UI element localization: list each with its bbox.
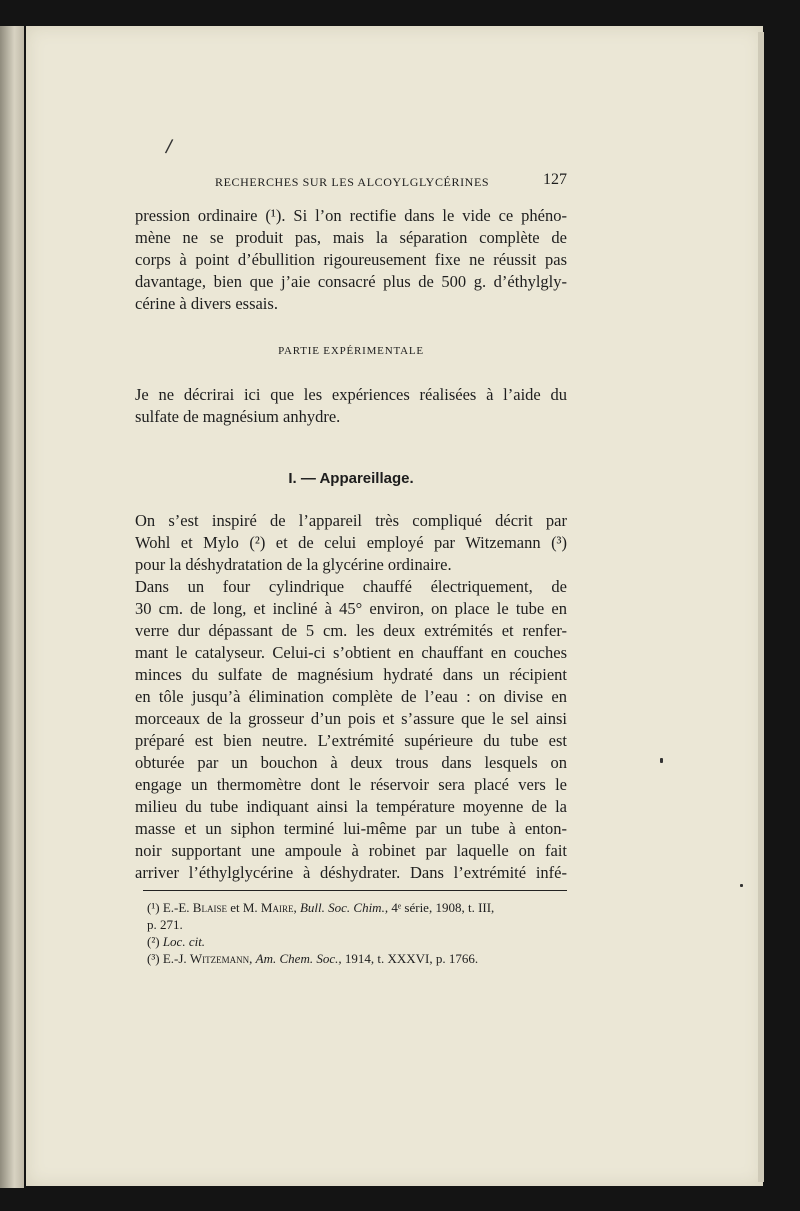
footnote-1-initials-b: M. xyxy=(242,900,258,915)
footnote-1-author-1: Blaise xyxy=(192,900,227,915)
footnote-2-text: Loc. cit. xyxy=(162,934,206,949)
text-line: Dans un four cylindrique chauffé électriquement, de xyxy=(135,577,567,596)
page-number: 127 xyxy=(543,171,567,188)
footnote-2-mark: (²) xyxy=(147,934,160,949)
section-caption: PARTIE EXPÉRIMENTALE xyxy=(278,345,424,357)
text-line: sulfate de magnésium anhydre. xyxy=(135,407,341,426)
text-line: noir supportant une ampoule à robinet par laquelle on fait xyxy=(135,841,567,860)
text-line: arriver l’éthylglycérine à déshydrater. Dans l’extrémité infé- xyxy=(135,863,567,882)
text-line: corps à point d’ébullition rigoureusement fixe ne réussit pas xyxy=(135,250,567,269)
ink-fleck xyxy=(740,884,743,887)
text-line: milieu du tube indiquant ainsi la température moyenne de la xyxy=(135,797,567,816)
footnote-3-initials: E.-J. xyxy=(162,951,187,966)
text-line: pression ordinaire (¹). Si l’on rectifie dans le vide ce phéno- xyxy=(135,206,567,225)
text-line: Wohl et Mylo (²) et de celui employé par Witzemann (³) xyxy=(135,533,567,552)
text-line: en tôle jusqu’à élimination complète de l’eau : on divise en xyxy=(135,687,567,706)
footnote-3-mark: (³) xyxy=(147,951,160,966)
footnote-1-continued: p. 271. xyxy=(147,917,183,932)
footnote-3 xyxy=(147,950,567,967)
footnotes xyxy=(147,899,567,967)
text-line: mène ne se produit pas, mais la séparation complète de xyxy=(135,228,567,247)
text-line: mant le catalyseur. Celui-ci s’obtient en chauffant en couches xyxy=(135,643,567,662)
text-line: minces du sulfate de magnésium hydraté dans un récipient xyxy=(135,665,567,684)
footnote-3-journal: Am. Chem. Soc., xyxy=(255,951,342,966)
footnote-1-author-2: Maire, xyxy=(260,900,297,915)
paragraph-3 xyxy=(135,510,567,576)
page-edge xyxy=(758,32,764,1182)
section-title: I. — Appareillage. xyxy=(288,470,414,487)
paragraph-2 xyxy=(135,384,567,428)
footnote-3-author: Witzemann, xyxy=(189,951,253,966)
ink-fleck xyxy=(660,758,663,763)
running-head xyxy=(215,173,567,193)
text-line: On s’est inspiré de l’appareil très compliqué décrit par xyxy=(135,511,567,530)
footnote-1-journal: Bull. Soc. Chim., xyxy=(299,900,389,915)
book-spine xyxy=(0,26,24,1188)
margin-mark: / xyxy=(164,135,174,158)
running-head-title: RECHERCHES SUR LES ALCOYLGLYCÉRINES xyxy=(215,175,490,189)
text-line: engage un thermomètre dont le réservoir sera placé vers le xyxy=(135,775,567,794)
text-line: morceaux de la grosseur d’un pois et s’assure que le sel ainsi xyxy=(135,709,567,728)
text-line: pour la déshydratation de la glycérine ordinaire. xyxy=(135,555,452,574)
text-line: obturée par un bouchon à deux trous dans lesquels on xyxy=(135,753,567,772)
text-line: davantage, bien que j’aie consacré plus de 500 g. d’éthylgly- xyxy=(135,272,567,291)
footnote-1-mark: (¹) xyxy=(147,900,160,915)
footnote-1 xyxy=(147,899,567,916)
paragraph-4 xyxy=(135,576,567,884)
text-line: masse et un siphon terminé lui-même par un tube à enton- xyxy=(135,819,567,838)
footnote-1-initials-a: E.-E. xyxy=(162,900,190,915)
footnote-1-conj: et xyxy=(230,900,240,915)
paragraph-1 xyxy=(135,205,567,315)
footnote-3-details: 1914, t. XXXVI, p. 1766. xyxy=(344,951,479,966)
text-line: préparé est bien neutre. L’extrémité supérieure du tube est xyxy=(135,731,567,750)
footnote-1-details: 4ᵉ série, 1908, t. III, xyxy=(391,900,495,915)
text-line: cérine à divers essais. xyxy=(135,294,278,313)
text-line: Je ne décrirai ici que les expériences réalisées à l’aide du xyxy=(135,385,567,404)
footnote-2 xyxy=(147,933,567,950)
text-line: 30 cm. de long, et incliné à 45° environ, on place le tube en xyxy=(135,599,567,618)
text-line: verre dur dépassant de 5 cm. les deux extrémités et renfer- xyxy=(135,621,567,640)
footnote-rule xyxy=(143,890,567,891)
